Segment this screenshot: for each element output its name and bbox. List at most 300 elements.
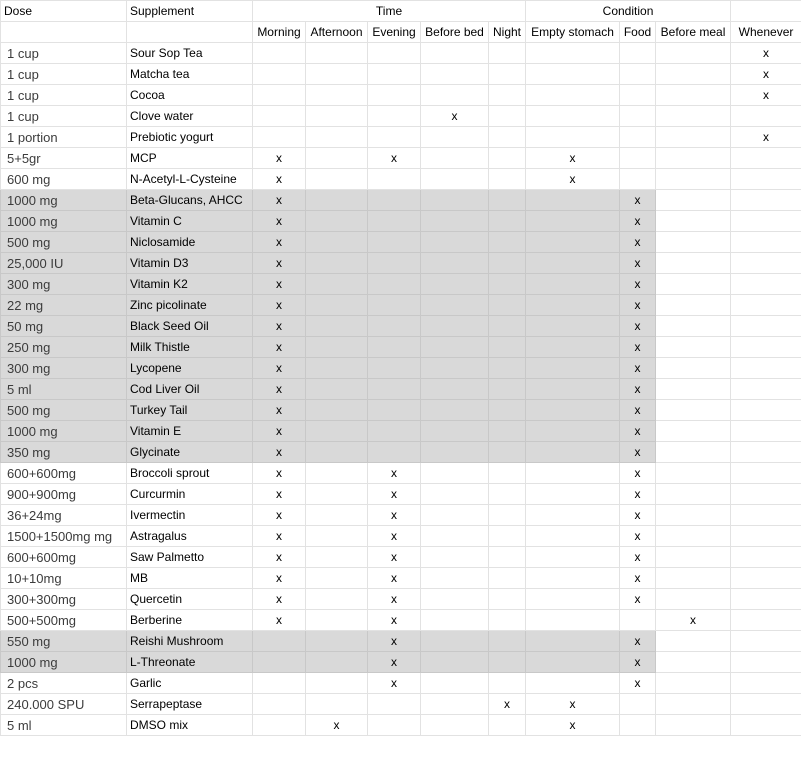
subheader-before-bed[interactable]: Before bed (421, 22, 489, 43)
mark-cell[interactable] (526, 316, 620, 337)
dose-cell[interactable]: 300 mg (1, 274, 127, 295)
mark-cell[interactable] (526, 526, 620, 547)
mark-cell[interactable] (368, 337, 421, 358)
dose-cell[interactable]: 600+600mg (1, 547, 127, 568)
mark-cell[interactable] (526, 211, 620, 232)
mark-cell[interactable] (421, 64, 489, 85)
mark-cell[interactable] (656, 631, 731, 652)
mark-cell[interactable] (656, 253, 731, 274)
mark-cell[interactable]: x (620, 673, 656, 694)
mark-cell[interactable]: x (253, 169, 306, 190)
mark-cell[interactable]: x (526, 169, 620, 190)
mark-cell[interactable]: x (253, 589, 306, 610)
mark-cell[interactable] (656, 127, 731, 148)
time-group-header[interactable]: Time (253, 1, 526, 22)
mark-cell[interactable] (656, 358, 731, 379)
mark-cell[interactable] (656, 43, 731, 64)
mark-cell[interactable]: x (253, 463, 306, 484)
mark-cell[interactable] (489, 589, 526, 610)
mark-cell[interactable] (306, 463, 368, 484)
supplement-cell[interactable]: Berberine (127, 610, 253, 631)
mark-cell[interactable] (731, 316, 801, 337)
mark-cell[interactable] (656, 463, 731, 484)
mark-cell[interactable] (253, 694, 306, 715)
mark-cell[interactable] (656, 295, 731, 316)
mark-cell[interactable] (368, 253, 421, 274)
supplement-cell[interactable]: Curcurmin (127, 484, 253, 505)
mark-cell[interactable] (253, 64, 306, 85)
mark-cell[interactable] (489, 211, 526, 232)
mark-cell[interactable]: x (731, 43, 801, 64)
mark-cell[interactable] (620, 43, 656, 64)
mark-cell[interactable] (731, 190, 801, 211)
mark-cell[interactable]: x (620, 547, 656, 568)
dose-cell[interactable]: 550 mg (1, 631, 127, 652)
mark-cell[interactable] (368, 295, 421, 316)
mark-cell[interactable] (731, 379, 801, 400)
dose-cell[interactable]: 1 cup (1, 43, 127, 64)
mark-cell[interactable] (620, 148, 656, 169)
mark-cell[interactable] (526, 85, 620, 106)
mark-cell[interactable] (489, 673, 526, 694)
mark-cell[interactable]: x (253, 232, 306, 253)
mark-cell[interactable] (526, 295, 620, 316)
mark-cell[interactable] (489, 526, 526, 547)
mark-cell[interactable] (526, 610, 620, 631)
mark-cell[interactable]: x (620, 211, 656, 232)
mark-cell[interactable] (731, 715, 801, 736)
mark-cell[interactable] (253, 85, 306, 106)
mark-cell[interactable] (253, 673, 306, 694)
supplement-cell[interactable]: Cocoa (127, 85, 253, 106)
mark-cell[interactable] (489, 484, 526, 505)
mark-cell[interactable] (526, 631, 620, 652)
mark-cell[interactable] (526, 652, 620, 673)
mark-cell[interactable]: x (368, 610, 421, 631)
mark-cell[interactable] (368, 400, 421, 421)
mark-cell[interactable]: x (368, 148, 421, 169)
dose-cell[interactable]: 22 mg (1, 295, 127, 316)
mark-cell[interactable] (306, 295, 368, 316)
mark-cell[interactable]: x (253, 211, 306, 232)
mark-cell[interactable] (620, 64, 656, 85)
supplement-header[interactable]: Supplement (127, 1, 253, 22)
dose-cell[interactable]: 1 cup (1, 85, 127, 106)
mark-cell[interactable] (368, 274, 421, 295)
mark-cell[interactable] (526, 253, 620, 274)
mark-cell[interactable] (526, 568, 620, 589)
mark-cell[interactable] (489, 232, 526, 253)
mark-cell[interactable] (421, 232, 489, 253)
mark-cell[interactable] (731, 463, 801, 484)
supplement-cell[interactable]: MB (127, 568, 253, 589)
mark-cell[interactable] (253, 106, 306, 127)
mark-cell[interactable] (421, 85, 489, 106)
mark-cell[interactable] (306, 652, 368, 673)
mark-cell[interactable] (620, 85, 656, 106)
mark-cell[interactable] (526, 337, 620, 358)
mark-cell[interactable] (306, 190, 368, 211)
mark-cell[interactable] (526, 190, 620, 211)
mark-cell[interactable] (526, 463, 620, 484)
supplement-cell[interactable]: N-Acetyl-L-Cysteine (127, 169, 253, 190)
mark-cell[interactable] (731, 337, 801, 358)
dose-cell[interactable]: 25,000 IU (1, 253, 127, 274)
mark-cell[interactable] (489, 295, 526, 316)
mark-cell[interactable]: x (620, 484, 656, 505)
mark-cell[interactable] (526, 547, 620, 568)
mark-cell[interactable] (656, 568, 731, 589)
mark-cell[interactable] (421, 211, 489, 232)
mark-cell[interactable]: x (253, 421, 306, 442)
mark-cell[interactable] (306, 589, 368, 610)
supplement-cell[interactable]: DMSO mix (127, 715, 253, 736)
mark-cell[interactable] (421, 484, 489, 505)
dose-cell[interactable]: 10+10mg (1, 568, 127, 589)
mark-cell[interactable]: x (253, 148, 306, 169)
mark-cell[interactable]: x (620, 337, 656, 358)
mark-cell[interactable]: x (368, 631, 421, 652)
mark-cell[interactable] (526, 232, 620, 253)
dose-cell[interactable]: 1000 mg (1, 652, 127, 673)
mark-cell[interactable] (421, 631, 489, 652)
mark-cell[interactable] (620, 106, 656, 127)
mark-cell[interactable] (731, 148, 801, 169)
mark-cell[interactable] (489, 652, 526, 673)
mark-cell[interactable] (731, 442, 801, 463)
mark-cell[interactable]: x (368, 673, 421, 694)
mark-cell[interactable] (421, 589, 489, 610)
subheader-whenever[interactable]: Whenever (731, 22, 801, 43)
mark-cell[interactable]: x (368, 568, 421, 589)
mark-cell[interactable] (656, 589, 731, 610)
mark-cell[interactable] (656, 442, 731, 463)
mark-cell[interactable]: x (253, 253, 306, 274)
mark-cell[interactable] (656, 505, 731, 526)
mark-cell[interactable] (731, 253, 801, 274)
mark-cell[interactable] (489, 274, 526, 295)
mark-cell[interactable]: x (731, 127, 801, 148)
mark-cell[interactable] (489, 568, 526, 589)
mark-cell[interactable]: x (620, 253, 656, 274)
dose-cell[interactable]: 1500+1500mg mg (1, 526, 127, 547)
mark-cell[interactable]: x (620, 568, 656, 589)
mark-cell[interactable] (526, 484, 620, 505)
supplement-cell[interactable]: Matcha tea (127, 64, 253, 85)
empty-header-cell[interactable] (731, 1, 801, 22)
mark-cell[interactable] (489, 379, 526, 400)
mark-cell[interactable] (306, 526, 368, 547)
mark-cell[interactable]: x (620, 589, 656, 610)
mark-cell[interactable] (421, 673, 489, 694)
mark-cell[interactable] (656, 421, 731, 442)
mark-cell[interactable] (306, 421, 368, 442)
supplement-cell[interactable]: Glycinate (127, 442, 253, 463)
dose-cell[interactable]: 500+500mg (1, 610, 127, 631)
mark-cell[interactable] (421, 505, 489, 526)
mark-cell[interactable] (620, 169, 656, 190)
dose-cell[interactable]: 1000 mg (1, 190, 127, 211)
mark-cell[interactable] (656, 64, 731, 85)
mark-cell[interactable]: x (620, 505, 656, 526)
mark-cell[interactable] (731, 568, 801, 589)
mark-cell[interactable]: x (620, 358, 656, 379)
mark-cell[interactable] (526, 43, 620, 64)
mark-cell[interactable]: x (620, 295, 656, 316)
mark-cell[interactable] (526, 589, 620, 610)
mark-cell[interactable] (526, 421, 620, 442)
empty-subheader-cell[interactable] (127, 22, 253, 43)
mark-cell[interactable] (526, 358, 620, 379)
mark-cell[interactable] (656, 169, 731, 190)
mark-cell[interactable] (489, 148, 526, 169)
mark-cell[interactable] (489, 610, 526, 631)
mark-cell[interactable] (656, 715, 731, 736)
mark-cell[interactable] (656, 694, 731, 715)
mark-cell[interactable] (731, 526, 801, 547)
mark-cell[interactable] (421, 715, 489, 736)
empty-subheader-cell[interactable] (1, 22, 127, 43)
mark-cell[interactable] (489, 316, 526, 337)
mark-cell[interactable] (421, 253, 489, 274)
mark-cell[interactable] (368, 421, 421, 442)
mark-cell[interactable]: x (253, 547, 306, 568)
mark-cell[interactable] (656, 400, 731, 421)
mark-cell[interactable] (526, 400, 620, 421)
mark-cell[interactable]: x (620, 316, 656, 337)
mark-cell[interactable] (731, 400, 801, 421)
mark-cell[interactable] (306, 169, 368, 190)
supplement-cell[interactable]: Black Seed Oil (127, 316, 253, 337)
mark-cell[interactable]: x (489, 694, 526, 715)
mark-cell[interactable] (489, 715, 526, 736)
mark-cell[interactable]: x (368, 547, 421, 568)
supplement-cell[interactable]: MCP (127, 148, 253, 169)
mark-cell[interactable]: x (253, 337, 306, 358)
mark-cell[interactable]: x (620, 442, 656, 463)
mark-cell[interactable] (421, 43, 489, 64)
mark-cell[interactable] (421, 547, 489, 568)
mark-cell[interactable] (306, 505, 368, 526)
mark-cell[interactable] (368, 106, 421, 127)
mark-cell[interactable] (421, 463, 489, 484)
mark-cell[interactable] (489, 43, 526, 64)
mark-cell[interactable] (368, 715, 421, 736)
supplement-cell[interactable]: Vitamin E (127, 421, 253, 442)
mark-cell[interactable] (489, 169, 526, 190)
mark-cell[interactable] (489, 85, 526, 106)
mark-cell[interactable]: x (253, 379, 306, 400)
mark-cell[interactable] (421, 358, 489, 379)
supplement-cell[interactable]: Cod Liver Oil (127, 379, 253, 400)
mark-cell[interactable]: x (253, 610, 306, 631)
mark-cell[interactable] (656, 547, 731, 568)
mark-cell[interactable] (253, 715, 306, 736)
mark-cell[interactable] (731, 211, 801, 232)
supplement-cell[interactable]: Vitamin D3 (127, 253, 253, 274)
dose-cell[interactable]: 600+600mg (1, 463, 127, 484)
supplement-cell[interactable]: Sour Sop Tea (127, 43, 253, 64)
mark-cell[interactable]: x (620, 463, 656, 484)
mark-cell[interactable] (731, 589, 801, 610)
mark-cell[interactable]: x (620, 421, 656, 442)
mark-cell[interactable]: x (620, 631, 656, 652)
mark-cell[interactable] (526, 64, 620, 85)
supplement-cell[interactable]: Astragalus (127, 526, 253, 547)
dose-cell[interactable]: 500 mg (1, 232, 127, 253)
supplement-cell[interactable]: Lycopene (127, 358, 253, 379)
mark-cell[interactable] (368, 232, 421, 253)
mark-cell[interactable]: x (253, 568, 306, 589)
mark-cell[interactable] (368, 85, 421, 106)
dose-cell[interactable]: 240.000 SPU (1, 694, 127, 715)
mark-cell[interactable]: x (526, 694, 620, 715)
mark-cell[interactable] (368, 358, 421, 379)
mark-cell[interactable] (306, 253, 368, 274)
mark-cell[interactable] (253, 43, 306, 64)
mark-cell[interactable] (656, 232, 731, 253)
mark-cell[interactable] (731, 547, 801, 568)
mark-cell[interactable] (489, 337, 526, 358)
mark-cell[interactable] (526, 274, 620, 295)
mark-cell[interactable] (306, 337, 368, 358)
mark-cell[interactable] (620, 127, 656, 148)
mark-cell[interactable] (526, 673, 620, 694)
mark-cell[interactable] (306, 43, 368, 64)
mark-cell[interactable]: x (368, 589, 421, 610)
subheader-food[interactable]: Food (620, 22, 656, 43)
mark-cell[interactable] (368, 442, 421, 463)
dose-cell[interactable]: 5 ml (1, 715, 127, 736)
mark-cell[interactable] (421, 694, 489, 715)
mark-cell[interactable] (368, 694, 421, 715)
mark-cell[interactable] (656, 673, 731, 694)
dose-cell[interactable]: 600 mg (1, 169, 127, 190)
mark-cell[interactable] (306, 127, 368, 148)
mark-cell[interactable]: x (421, 106, 489, 127)
supplement-cell[interactable]: Saw Palmetto (127, 547, 253, 568)
mark-cell[interactable] (731, 673, 801, 694)
mark-cell[interactable]: x (368, 652, 421, 673)
mark-cell[interactable] (306, 610, 368, 631)
supplement-cell[interactable]: Milk Thistle (127, 337, 253, 358)
mark-cell[interactable] (368, 127, 421, 148)
mark-cell[interactable]: x (253, 505, 306, 526)
mark-cell[interactable] (489, 631, 526, 652)
mark-cell[interactable]: x (620, 274, 656, 295)
mark-cell[interactable]: x (368, 526, 421, 547)
mark-cell[interactable] (731, 694, 801, 715)
supplement-cell[interactable]: Serrapeptase (127, 694, 253, 715)
mark-cell[interactable]: x (620, 526, 656, 547)
mark-cell[interactable] (489, 358, 526, 379)
mark-cell[interactable] (306, 379, 368, 400)
mark-cell[interactable] (526, 127, 620, 148)
mark-cell[interactable] (368, 169, 421, 190)
mark-cell[interactable] (306, 64, 368, 85)
mark-cell[interactable]: x (368, 505, 421, 526)
mark-cell[interactable] (421, 148, 489, 169)
mark-cell[interactable] (306, 148, 368, 169)
mark-cell[interactable]: x (253, 442, 306, 463)
mark-cell[interactable] (731, 358, 801, 379)
mark-cell[interactable] (489, 400, 526, 421)
mark-cell[interactable] (368, 211, 421, 232)
mark-cell[interactable] (656, 190, 731, 211)
mark-cell[interactable]: x (306, 715, 368, 736)
dose-cell[interactable]: 5 ml (1, 379, 127, 400)
mark-cell[interactable] (421, 379, 489, 400)
mark-cell[interactable] (306, 568, 368, 589)
mark-cell[interactable] (731, 610, 801, 631)
dose-cell[interactable]: 1 cup (1, 64, 127, 85)
supplement-cell[interactable]: Niclosamide (127, 232, 253, 253)
mark-cell[interactable] (656, 106, 731, 127)
subheader-evening[interactable]: Evening (368, 22, 421, 43)
mark-cell[interactable] (731, 421, 801, 442)
mark-cell[interactable]: x (253, 316, 306, 337)
mark-cell[interactable] (421, 295, 489, 316)
supplement-cell[interactable]: Vitamin K2 (127, 274, 253, 295)
mark-cell[interactable] (421, 274, 489, 295)
supplement-cell[interactable]: Turkey Tail (127, 400, 253, 421)
mark-cell[interactable] (656, 526, 731, 547)
mark-cell[interactable] (731, 505, 801, 526)
mark-cell[interactable] (306, 106, 368, 127)
mark-cell[interactable] (368, 190, 421, 211)
mark-cell[interactable] (489, 253, 526, 274)
mark-cell[interactable] (421, 190, 489, 211)
mark-cell[interactable] (421, 652, 489, 673)
subheader-afternoon[interactable]: Afternoon (306, 22, 368, 43)
mark-cell[interactable] (489, 421, 526, 442)
supplement-cell[interactable]: Vitamin C (127, 211, 253, 232)
mark-cell[interactable] (421, 400, 489, 421)
mark-cell[interactable] (421, 316, 489, 337)
mark-cell[interactable]: x (731, 64, 801, 85)
mark-cell[interactable] (421, 421, 489, 442)
mark-cell[interactable] (306, 85, 368, 106)
supplement-cell[interactable]: Reishi Mushroom (127, 631, 253, 652)
dose-cell[interactable]: 1 portion (1, 127, 127, 148)
mark-cell[interactable] (306, 211, 368, 232)
mark-cell[interactable] (731, 274, 801, 295)
mark-cell[interactable] (656, 211, 731, 232)
mark-cell[interactable] (306, 631, 368, 652)
mark-cell[interactable]: x (526, 148, 620, 169)
mark-cell[interactable] (656, 316, 731, 337)
mark-cell[interactable] (526, 379, 620, 400)
mark-cell[interactable] (526, 106, 620, 127)
mark-cell[interactable]: x (253, 526, 306, 547)
dose-cell[interactable]: 1000 mg (1, 211, 127, 232)
mark-cell[interactable] (731, 484, 801, 505)
mark-cell[interactable] (489, 505, 526, 526)
mark-cell[interactable] (421, 169, 489, 190)
dose-cell[interactable]: 300 mg (1, 358, 127, 379)
condition-group-header[interactable]: Condition (526, 1, 731, 22)
mark-cell[interactable] (731, 232, 801, 253)
supplement-cell[interactable]: Clove water (127, 106, 253, 127)
mark-cell[interactable]: x (253, 484, 306, 505)
mark-cell[interactable] (656, 337, 731, 358)
mark-cell[interactable]: x (620, 400, 656, 421)
mark-cell[interactable] (731, 106, 801, 127)
mark-cell[interactable] (526, 505, 620, 526)
mark-cell[interactable] (656, 148, 731, 169)
mark-cell[interactable] (421, 610, 489, 631)
mark-cell[interactable]: x (253, 190, 306, 211)
